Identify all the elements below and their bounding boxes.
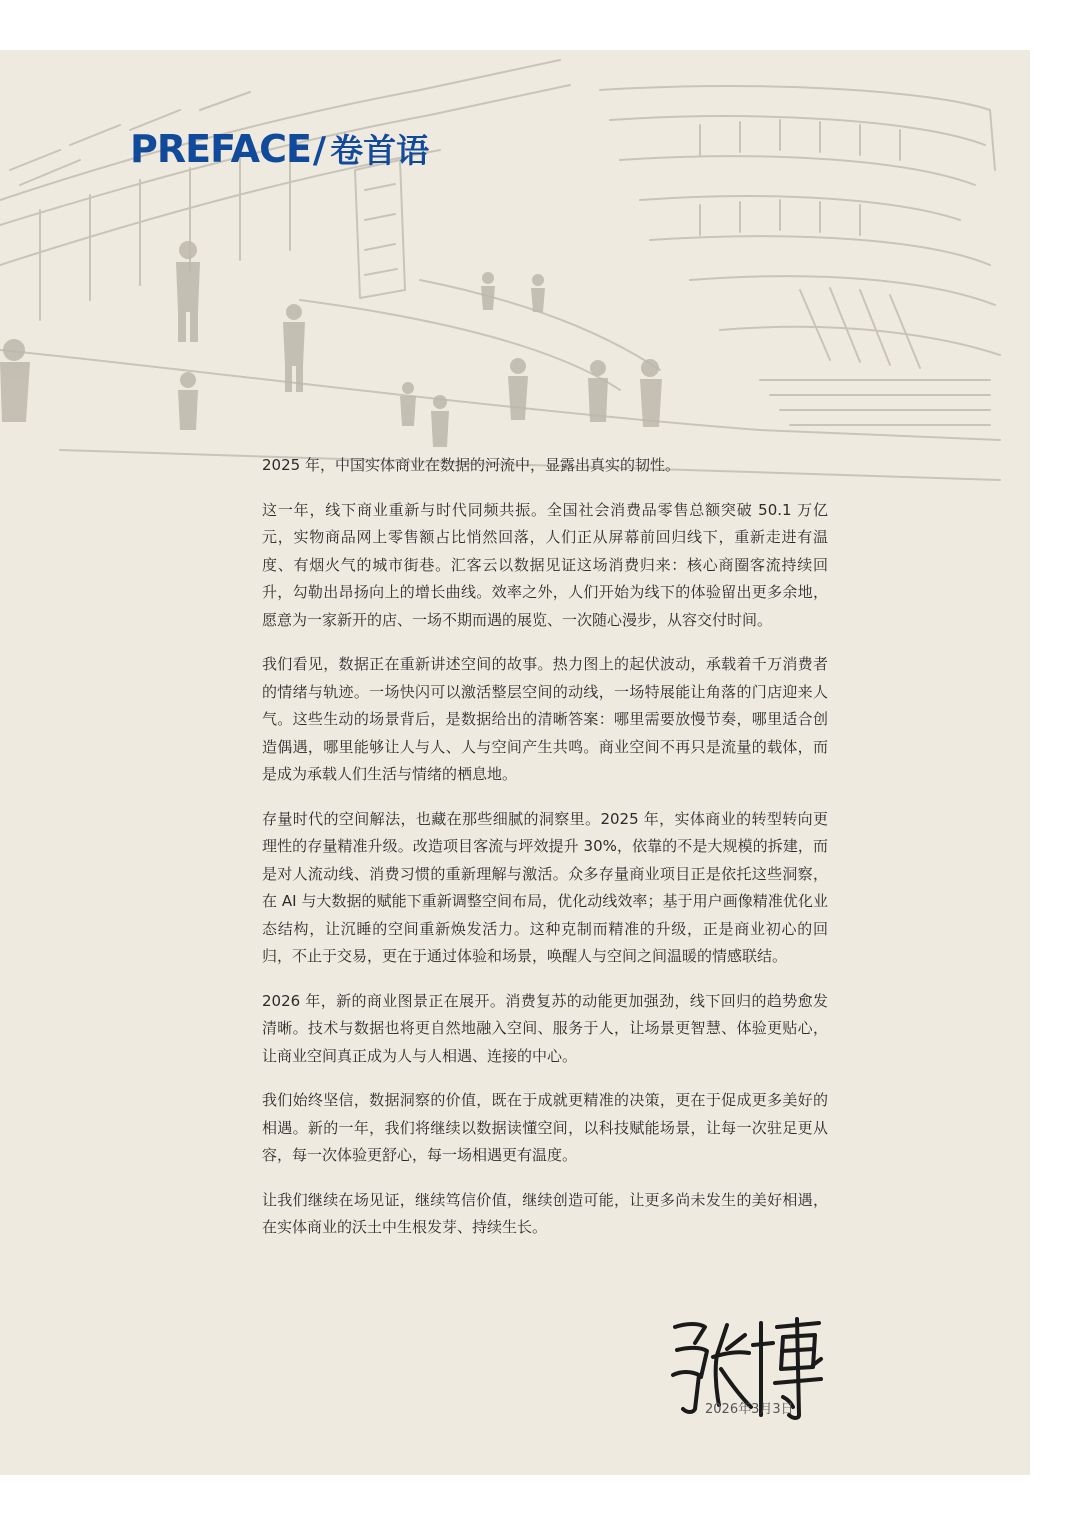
paragraph-6: 我们始终坚信，数据洞察的价值，既在于成就更精准的决策，更在于促成更多美好的相遇。新的一年，我们将继续以数据读懂空间，以科技赋能场景，让每一次驻足更从容，每一次体验更舒心，每一场相遇更有温度。	[262, 1091, 828, 1164]
title-english: PREFACE	[130, 127, 311, 171]
paragraph-1: 2025 年，中国实体商业在数据的河流中，显露出真实的韧性。	[262, 456, 680, 474]
title-separator: /	[312, 130, 327, 171]
preface-body	[262, 452, 828, 1259]
paragraph-2: 这一年，线下商业重新与时代同频共振。全国社会消费品零售总额突破 50.1 万亿元，实物商品网上零售额占比悄然回落，人们正从屏幕前回归线下，重新走进有温度、有烟火气的城市街巷。汇客云以数据见证这场消费归来：核心商圈客流持续回升，勾勒出昂扬向上的增长曲线。效率之外，人们开始为线下的体验留出更多余地，愿意为一家新开的店、一场不期而遇的展览、一次随心漫步，从容交付时间。	[262, 500, 828, 629]
paragraph-3: 我们看见，数据正在重新讲述空间的故事。热力图上的起伏波动，承载着千万消费者的情绪与轨迹。一场快闪可以激活整层空间的动线，一场特展能让角落的门店迎来人气。这些生动的场景背后，是数据给出的清晰答案：哪里需要放慢节奏，哪里适合创造偶遇，哪里能够让人与人、人与空间产生共鸣。商业空间不再只是流量的载体，而是成为承载人们生活与情绪的栖息地。	[262, 655, 828, 783]
paragraph-4: 存量时代的空间解法，也藏在那些细腻的洞察里。2025 年，实体商业的转型转向更理性的存量精准升级。改造项目客流与坪效提升 30%，依靠的不是大规模的拆建，而是对人流动线、消费习惯的重新理解与激活。众多存量商业项目正是依托这些洞察，在 AI 与大数据的赋能下重新调整空间布局，优化动线效率；基于用户画像精准优化业态结构，让沉睡的空间重新焕发活力。这种克制而精准的升级，正是商业初心的回归，不止于交易，更在于通过体验和场景，唤醒人与空间之间温暖的情感联结。	[262, 809, 828, 965]
street-sketch-illustration	[0, 50, 1030, 520]
page-title	[130, 127, 430, 171]
title-chinese: 卷首语	[330, 131, 430, 170]
date-label: 2026年3月3日	[705, 1402, 794, 1417]
paragraph-5: 2026 年，新的商业图景正在展开。消费复苏的动能更加强劲，线下回归的趋势愈发清晰。技术与数据也将更自然地融入空间、服务于人，让场景更智慧、体验更贴心，让商业空间真正成为人与人相遇、连接的中心。	[262, 991, 828, 1065]
paragraph-7: 让我们继续在场见证，继续笃信价值，继续创造可能，让更多尚未发生的美好相遇，在实体商业的沃土中生根发芽、持续生长。	[262, 1190, 828, 1236]
preface-page	[0, 50, 1030, 1475]
